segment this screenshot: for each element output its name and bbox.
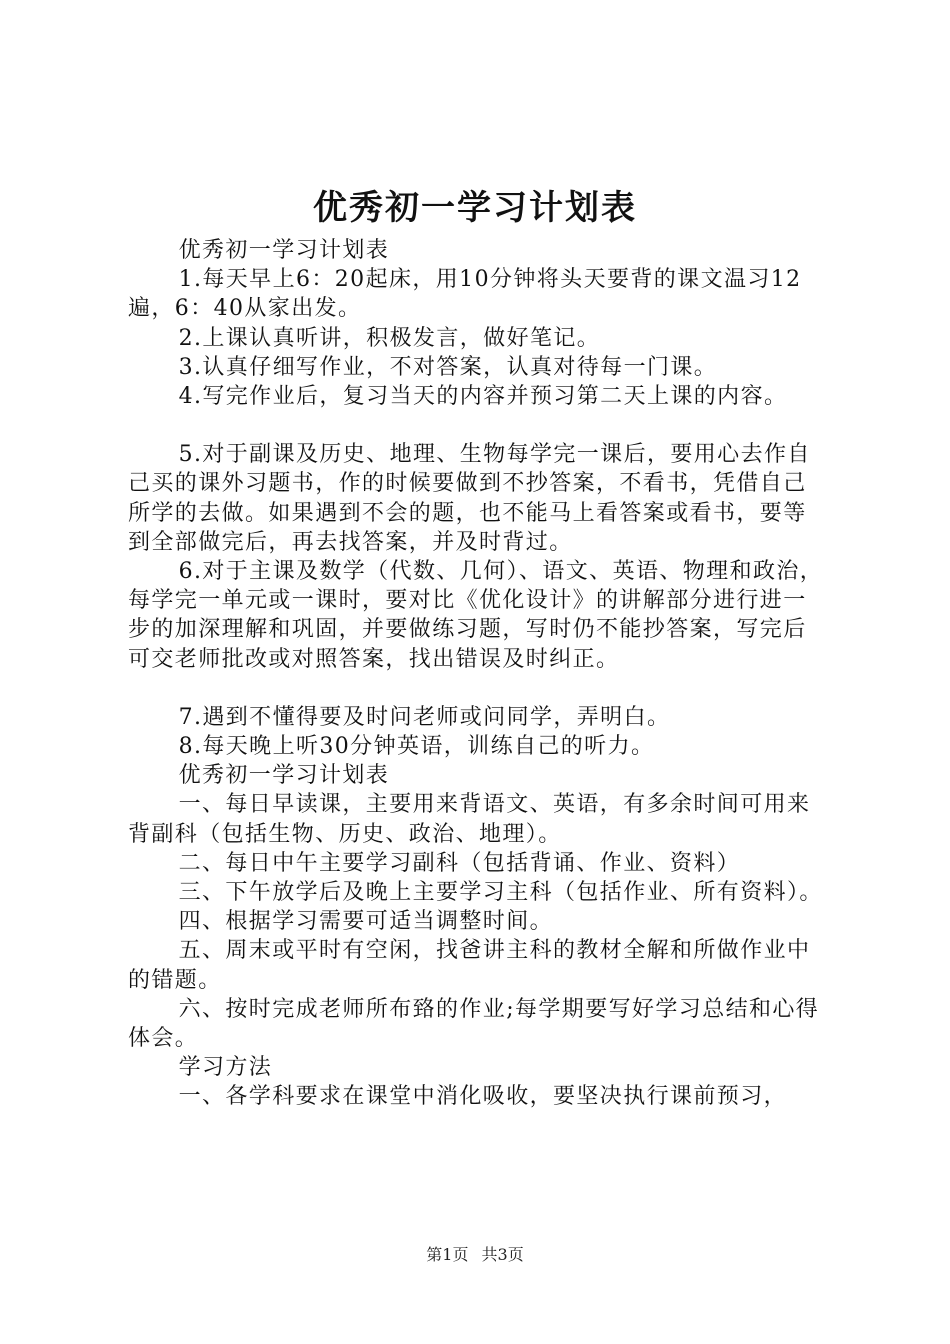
paragraph-schedule-5: 五、周末或平时有空闲，找爸讲主科的教材全解和所做作业中的错题。 [128, 938, 811, 993]
paragraph-item-7: 7.遇到不懂得要及时问老师或问同学，弄明白。 [178, 704, 671, 730]
paragraph-item-8: 8.每天晚上听30分钟英语，训练自己的听力。 [178, 734, 655, 760]
document-body [128, 236, 828, 1112]
paragraph-schedule-6: 六、按时完成老师所布臵的作业;每学期要写好学习总结和心得体会。 [128, 996, 820, 1052]
paragraph-item-4: 4.写完作业后，复习当天的内容并预习第二天上课的内容。 [178, 384, 788, 410]
page-footer [0, 1245, 950, 1265]
document-title: 优秀初一学习计划表 [313, 188, 637, 228]
paragraph-subtitle: 优秀初一学习计划表 [178, 238, 390, 263]
paragraph-item-2: 2.上课认真听讲，积极发言，做好笔记。 [178, 325, 601, 351]
paragraph-schedule-1: 一、每日早读课，主要用来背语文、英语，有多余时间可用来背副科（包括生物、历史、政治、地理）。 [128, 792, 811, 847]
paragraph-item-3: 3.认真仔细写作业，不对答案，认真对待每一门课。 [178, 354, 718, 380]
paragraph-item-1: 1.每天早上6：20起床，用10分钟将头天要背的课文温习12遍，6：40从家出发。 [128, 267, 802, 322]
paragraph-method-1: 一、各学科要求在课堂中消化吸收，要坚决执行课前预习， [178, 1084, 787, 1110]
paragraph-item-6: 6.对于主课及数学（代数、几何）、语文、英语、物理和政治，每学完一单元或一课时，要对比《优化设计》的讲解部分进行进一步的加深理解和巩固，并要做练习题，写时仍不能抄答案，写完后可交老师批改或对照答案，找出错误及时纠正。 [128, 559, 824, 672]
page-number: 第1页 [426, 1245, 469, 1264]
paragraph-section-heading: 优秀初一学习计划表 [178, 763, 390, 789]
page-total: 共3页 [481, 1245, 524, 1264]
paragraph-schedule-2: 二、每日中午主要学习副科（包括背诵、作业、资料） [178, 850, 741, 876]
paragraph-schedule-4: 四、根据学习需要可适当调整时间。 [178, 909, 553, 935]
paragraph-methods-heading: 学习方法 [178, 1055, 273, 1081]
paragraph-item-5: 5.对于副课及历史、地理、生物每学完一课后，要用心去作自己买的课外习题书，作的时候要做到不抄答案，不看书，凭借自己所学的去做。如果遇到不会的题，也不能马上看答案或看书，要等到全部做完后，再去找答案，并及时背过。 [128, 442, 811, 555]
paragraph-schedule-3: 三、下午放学后及晚上主要学习主科（包括作业、所有资料）。 [178, 880, 823, 906]
